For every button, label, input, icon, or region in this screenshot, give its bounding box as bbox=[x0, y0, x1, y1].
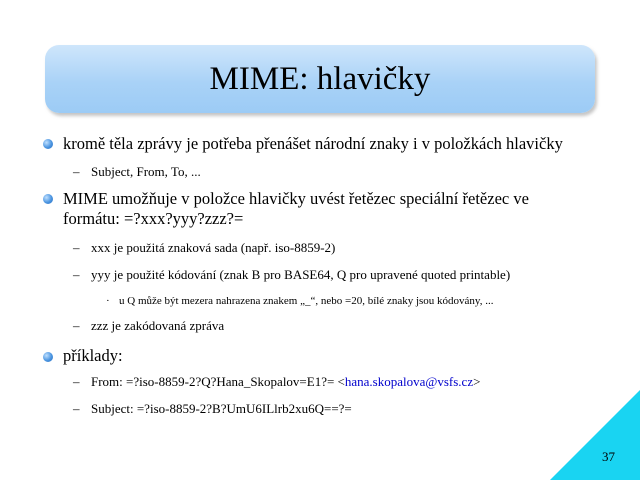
example-from-line bbox=[91, 374, 480, 390]
bullet-text-line1: MIME umožňuje v položce hlavičky uvést řetězec speciální řetězec ve bbox=[63, 189, 529, 208]
email-link[interactable]: hana.skopalova@vsfs.cz bbox=[344, 374, 474, 389]
bullet-icon bbox=[43, 352, 53, 362]
sub-bullet-text: Subject, From, To, ... bbox=[91, 164, 201, 179]
slide-title: MIME: hlavičky bbox=[209, 60, 431, 97]
bullet-icon bbox=[43, 194, 53, 204]
sub-bullet-text: xxx je použitá znaková sada (např. iso-8859-2) bbox=[91, 240, 336, 255]
dash-marker: – bbox=[73, 401, 80, 416]
bullet-text: příklady: bbox=[63, 346, 123, 365]
bullet-icon bbox=[43, 139, 53, 149]
corner-decoration bbox=[550, 390, 640, 480]
dash-marker: – bbox=[73, 318, 80, 333]
page-number: 37 bbox=[602, 449, 615, 464]
dot-marker: · bbox=[106, 295, 110, 307]
bullet-text-line2: formátu: =?xxx?yyy?zzz?= bbox=[63, 209, 244, 228]
sub-bullet-text: yyy je použité kódování (znak B pro BASE64, Q pro upravené quoted printable) bbox=[91, 267, 511, 282]
sub-bullet-text: zzz je zakódovaná zpráva bbox=[91, 318, 225, 333]
example-from-prefix: From: =?iso-8859-2?Q?Hana_Skopalov=E1?= < bbox=[91, 374, 345, 389]
example-subject-line: Subject: =?iso-8859-2?B?UmU6ILlrb2xu6Q==?= bbox=[91, 401, 352, 416]
dash-marker: – bbox=[73, 240, 80, 255]
dash-marker: – bbox=[73, 374, 80, 389]
dash-marker: – bbox=[73, 164, 80, 179]
bullet-text: kromě těla zprávy je potřeba přenášet národní znaky i v položkách hlavičky bbox=[63, 134, 563, 153]
dash-marker: – bbox=[73, 267, 80, 282]
sub-sub-bullet-text: u Q může být mezera nahrazena znakem „_“, nebo =20, bílé znaky jsou kódovány, ... bbox=[119, 295, 494, 307]
example-from-suffix: > bbox=[473, 374, 481, 389]
